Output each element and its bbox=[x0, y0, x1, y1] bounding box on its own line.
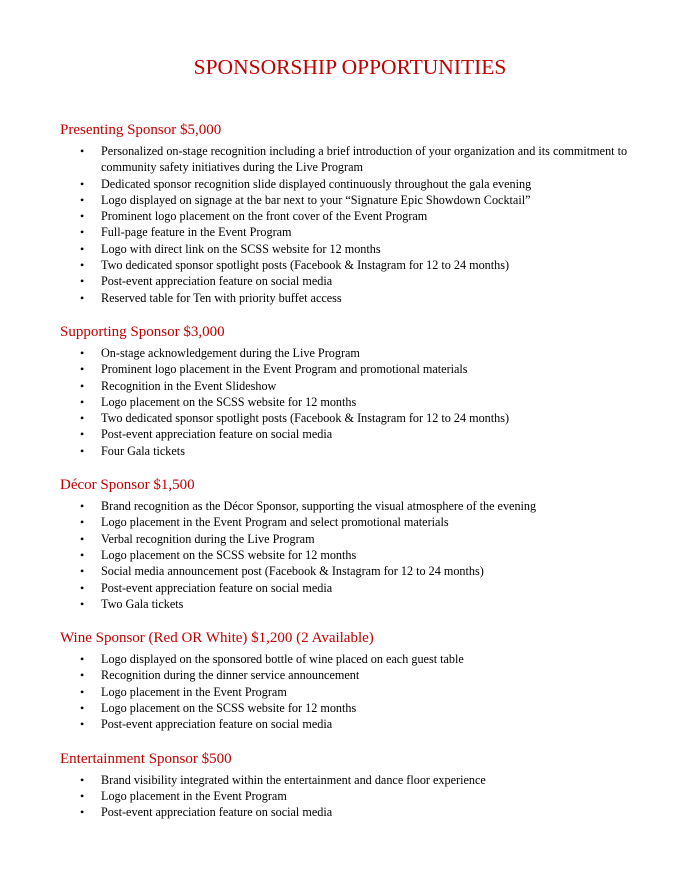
list-item-text: Personalized on-stage recognition including a brief introduction of your organization and its commitment to community safety initiatives during the Live Program bbox=[101, 144, 628, 175]
list-item-text: Post-event appreciation feature on social media bbox=[101, 580, 333, 595]
list-item bbox=[60, 143, 640, 176]
list-item-text: Post-event appreciation feature on social media bbox=[101, 427, 333, 442]
list-item-text: Dedicated sponsor recognition slide displayed continuously throughout the gala evening bbox=[101, 176, 532, 191]
bullet-icon: • bbox=[80, 144, 85, 158]
list-item bbox=[60, 345, 640, 361]
bullet-icon: • bbox=[80, 209, 85, 224]
bullet-icon: • bbox=[80, 258, 85, 273]
benefit-list bbox=[60, 651, 640, 732]
list-item-text: Prominent logo placement in the Event Program and promotional materials bbox=[101, 362, 468, 377]
bullet-icon: • bbox=[80, 362, 85, 377]
list-item-text: Logo displayed on signage at the bar next to your “Signature Epic Showdown Cocktail” bbox=[101, 192, 531, 207]
section-heading: Décor Sponsor $1,500 bbox=[60, 477, 195, 494]
list-item-text: Reserved table for Ten with priority buffet access bbox=[101, 290, 342, 305]
list-item-text: Two dedicated sponsor spotlight posts (Facebook & Instagram for 12 to 24 months) bbox=[101, 411, 510, 426]
list-item-text: Logo placement in the Event Program bbox=[101, 684, 287, 699]
bullet-icon: • bbox=[80, 564, 85, 579]
list-item-text: Logo with direct link on the SCSS website for 12 months bbox=[101, 241, 381, 256]
bullet-icon: • bbox=[80, 547, 85, 562]
list-item bbox=[60, 192, 640, 208]
list-item bbox=[60, 563, 640, 579]
list-item bbox=[60, 257, 640, 273]
list-item bbox=[60, 361, 640, 377]
list-item-text: Recognition in the Event Slideshow bbox=[101, 378, 277, 393]
list-item-text: Logo placement in the Event Program bbox=[101, 788, 287, 803]
sponsor-section bbox=[60, 119, 640, 306]
bullet-icon: • bbox=[80, 499, 85, 514]
list-item-text: Full-page feature in the Event Program bbox=[101, 225, 292, 240]
list-item-text: Logo placement on the SCSS website for 12 months bbox=[101, 394, 357, 409]
section-heading: Wine Sponsor (Red OR White) $1,200 (2 Available) bbox=[60, 630, 374, 647]
list-item-text: On-stage acknowledgement during the Live Program bbox=[101, 345, 360, 360]
section-heading: Presenting Sponsor $5,000 bbox=[60, 122, 222, 138]
bullet-icon: • bbox=[80, 652, 85, 667]
list-item bbox=[60, 788, 640, 804]
bullet-icon: • bbox=[80, 788, 85, 803]
list-item bbox=[60, 394, 640, 410]
list-item bbox=[60, 580, 640, 596]
benefit-list bbox=[60, 772, 640, 821]
bullet-icon: • bbox=[80, 668, 85, 683]
list-item-text: Verbal recognition during the Live Program bbox=[101, 531, 315, 546]
bullet-icon: • bbox=[80, 717, 85, 732]
list-item-text: Logo placement on the SCSS website for 12 months bbox=[101, 547, 357, 562]
list-item bbox=[60, 498, 640, 514]
list-item bbox=[60, 273, 640, 289]
list-item-text: Post-event appreciation feature on social media bbox=[101, 717, 333, 732]
list-item-text: Recognition during the dinner service announcement bbox=[101, 668, 360, 683]
list-item bbox=[60, 176, 640, 192]
list-item bbox=[60, 514, 640, 530]
sponsor-section bbox=[60, 321, 640, 459]
list-item bbox=[60, 426, 640, 442]
section-heading: Supporting Sponsor $3,000 bbox=[60, 323, 225, 340]
list-item-text: Four Gala tickets bbox=[101, 443, 185, 458]
list-item-text: Post-event appreciation feature on social media bbox=[101, 274, 333, 289]
bullet-icon: • bbox=[80, 684, 85, 699]
list-item bbox=[60, 290, 640, 306]
benefit-list bbox=[60, 498, 640, 612]
list-item bbox=[60, 241, 640, 257]
bullet-icon: • bbox=[80, 241, 85, 256]
list-item-text: Post-event appreciation feature on social media bbox=[101, 805, 333, 820]
page-title: SPONSORSHIP OPPORTUNITIES bbox=[193, 55, 507, 79]
list-item bbox=[60, 716, 640, 732]
sponsor-section bbox=[60, 474, 640, 612]
bullet-icon: • bbox=[80, 411, 85, 426]
list-item bbox=[60, 667, 640, 683]
bullet-icon: • bbox=[80, 515, 85, 530]
bullet-icon: • bbox=[80, 274, 85, 289]
list-item-text: Prominent logo placement on the front cover of the Event Program bbox=[101, 209, 428, 224]
list-item-text: Two dedicated sponsor spotlight posts (Facebook & Instagram for 12 to 24 months) bbox=[101, 258, 510, 273]
benefit-list bbox=[60, 345, 640, 459]
bullet-icon: • bbox=[80, 443, 85, 458]
list-item-text: Two Gala tickets bbox=[101, 596, 184, 611]
list-item bbox=[60, 804, 640, 820]
bullet-icon: • bbox=[80, 772, 85, 787]
sponsorship-sections bbox=[60, 119, 640, 836]
bullet-icon: • bbox=[80, 394, 85, 409]
sponsor-section bbox=[60, 627, 640, 732]
bullet-icon: • bbox=[80, 596, 85, 611]
section-heading: Entertainment Sponsor $500 bbox=[60, 750, 232, 767]
bullet-icon: • bbox=[80, 345, 85, 360]
list-item bbox=[60, 224, 640, 240]
list-item-text: Brand visibility integrated within the entertainment and dance floor experience bbox=[101, 772, 486, 787]
list-item bbox=[60, 700, 640, 716]
bullet-icon: • bbox=[80, 290, 85, 305]
list-item-text: Logo placement in the Event Program and select promotional materials bbox=[101, 515, 449, 530]
list-item bbox=[60, 772, 640, 788]
bullet-icon: • bbox=[80, 531, 85, 546]
list-item bbox=[60, 651, 640, 667]
list-item bbox=[60, 443, 640, 459]
list-item bbox=[60, 547, 640, 563]
list-item bbox=[60, 531, 640, 547]
bullet-icon: • bbox=[80, 176, 85, 191]
list-item-text: Logo displayed on the sponsored bottle of wine placed on each guest table bbox=[101, 652, 464, 667]
bullet-icon: • bbox=[80, 580, 85, 595]
sponsor-section bbox=[60, 748, 640, 821]
list-item-text: Logo placement on the SCSS website for 12 months bbox=[101, 701, 357, 716]
benefit-list bbox=[60, 143, 640, 306]
list-item bbox=[60, 684, 640, 700]
list-item-text: Social media announcement post (Facebook & Instagram for 12 to 24 months) bbox=[101, 564, 484, 579]
list-item-text: Brand recognition as the Décor Sponsor, supporting the visual atmosphere of the evening bbox=[101, 499, 537, 514]
list-item bbox=[60, 410, 640, 426]
bullet-icon: • bbox=[80, 701, 85, 716]
list-item bbox=[60, 208, 640, 224]
bullet-icon: • bbox=[80, 192, 85, 207]
bullet-icon: • bbox=[80, 427, 85, 442]
bullet-icon: • bbox=[80, 805, 85, 820]
bullet-icon: • bbox=[80, 378, 85, 393]
list-item bbox=[60, 378, 640, 394]
bullet-icon: • bbox=[80, 225, 85, 240]
list-item bbox=[60, 596, 640, 612]
